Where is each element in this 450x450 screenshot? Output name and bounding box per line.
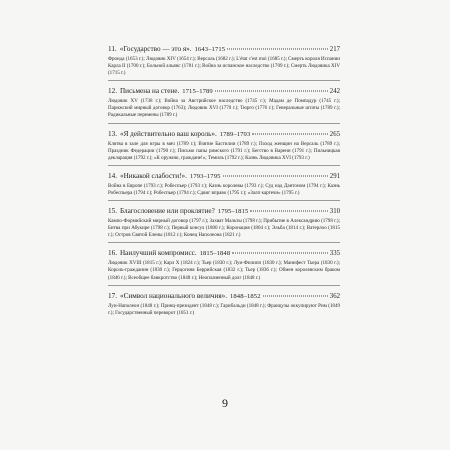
chapter-topics: Клятва в зале для игры в мяч (1789 г.); Взятие Бастилии (1789 г.); Поход женщин на Версаль (1789 г.); Праздник Федерации (1790 г.); Письмо папы римского (1791 г.); Бегство в Варенн (1791 г.); Пильницкая декларация (1792 г.); «К оружию, граждане!»; Темиль (1792 г.); Казнь Людовика XVI (1793 г.)	[108, 140, 340, 161]
chapter-topics: Кампо-Формийский мирный договор (1797 г.); Захват Мальты (1798 г.); Прибытие в Александрию (1798 г.); Битва при Абукире (1798 г.); Первый консул (1800 г.); Коронация (1804 г.); Эльба (1814 г.); Ватерлоо (1815 г.); Остров Святой Елены (1812 г.); Конец Наполеона (1821 г.)	[108, 218, 340, 239]
dot-leader	[232, 253, 328, 254]
chapter-page-number: 310	[329, 208, 340, 216]
chapter-number: 17.	[108, 291, 117, 300]
chapter-number: 14.	[108, 171, 117, 180]
chapter-title: Благословение или проклятие?	[119, 207, 215, 216]
chapter-number: 13.	[108, 129, 117, 138]
toc-entry-heading	[108, 44, 340, 55]
chapter-title: «Государство — это я».	[119, 45, 192, 53]
dot-leader	[263, 295, 328, 296]
chapter-years: 1795–1815	[217, 208, 249, 216]
chapter-title: «Я действительно ваш король».	[119, 129, 217, 138]
toc-entry-heading	[108, 171, 340, 182]
chapter-years: 1815–1848	[199, 250, 231, 258]
chapter-title: «Символ национального величия».	[119, 291, 228, 300]
toc-entry-heading	[108, 291, 340, 302]
chapter-page-number: 217	[329, 46, 340, 53]
chapter-number: 11.	[108, 45, 117, 53]
chapter-years: 1793–1795	[189, 172, 221, 180]
chapter-number: 15.	[108, 207, 117, 216]
chapter-page-number: 291	[329, 172, 340, 180]
toc-entry-heading	[108, 248, 340, 259]
chapter-topics: Людовик XVIII (1815 г.); Карл X (1824 г.); Тьер (1830 г.); Луи-Филипп (1830 г.); Манифест Тьера (1830 г.); Король-гражданин (1830 г.); Герцогиня Беррийская (1832 г.); Тьер (1836 г.); Обмен королевским браком (1846 г.); Всеобщее банкротство (1848 г.); Неоплаченный долг (1848 г.)	[108, 260, 340, 281]
toc-entry-16	[108, 248, 340, 285]
chapter-page-number: 242	[329, 88, 340, 96]
chapter-topics: Луи-Наполеон (1848 г.); Принц-президент (1848 г.); Гарибальди (1848 г.); Французы оккупируют Рим (1849 г.); Государственный переворот (1851 г.)	[108, 302, 340, 316]
dot-leader	[215, 91, 328, 92]
chapter-years: 1715–1789	[182, 88, 213, 96]
dot-leader	[252, 133, 327, 134]
chapter-topics: Война в Европе (1793 г.); Робеспьер (1793 г.); Казнь королевы (1793 г.); Суд над Дантоном (1794 г.); Казнь Робеспьера (1794 г.); Робеспьер (1794 г.); Сдвиг вправо (1795 г.); «Залп картечи» (1795 г.)	[108, 182, 340, 196]
toc-entry-17	[108, 291, 340, 320]
chapter-years: 1848–1852	[230, 292, 261, 300]
toc-entry-heading	[108, 206, 340, 217]
chapter-page-number: 335	[329, 250, 340, 258]
toc-entry-11	[108, 44, 340, 81]
chapter-topics: Фронда (1653 г.); Людовик XIV (1654 г.); Версаль (1682 г.); L'état c'est moi (1685 г.); Смерть короля Испании Карла II (1700 г.); Больной альянс (1701 г.); Война за испанское наследство (1709 г.); Смерть Людовика XIV (1715 г.)	[108, 56, 340, 77]
chapter-title: Наилучший компромисс.	[119, 249, 197, 258]
toc-entry-13	[108, 129, 340, 166]
chapter-years: 1789–1793	[219, 130, 251, 138]
chapter-topics: Людовик XV (1738 г.); Война за Австрийское наследство (1745 г.); Мадам де Помпадур (1745 г.); Парижский мирный договор (1763); Людовик XVI (1770 г.); Тюрго (1776 г.); Генеральные штаты (1789 г.); Радикальные перемены (1789 г.)	[108, 98, 340, 119]
toc-entry-15	[108, 206, 340, 243]
chapter-number: 12.	[108, 87, 117, 96]
chapter-title: «Никакой слабости!».	[119, 171, 187, 180]
chapter-title: Письмена на стене.	[119, 87, 180, 96]
toc-entry-heading	[108, 86, 340, 97]
dot-leader	[223, 175, 328, 176]
chapter-page-number: 265	[329, 130, 340, 138]
page-number: 9	[222, 396, 228, 410]
toc-entry-heading	[108, 129, 340, 140]
chapter-page-number: 362	[329, 292, 340, 300]
toc-entry-12	[108, 86, 340, 123]
dot-leader	[250, 211, 327, 212]
chapter-years: 1643–1715	[194, 46, 226, 53]
table-of-contents	[108, 44, 340, 325]
chapter-number: 16.	[108, 249, 117, 258]
toc-entry-14	[108, 171, 340, 201]
dot-leader	[227, 49, 328, 50]
